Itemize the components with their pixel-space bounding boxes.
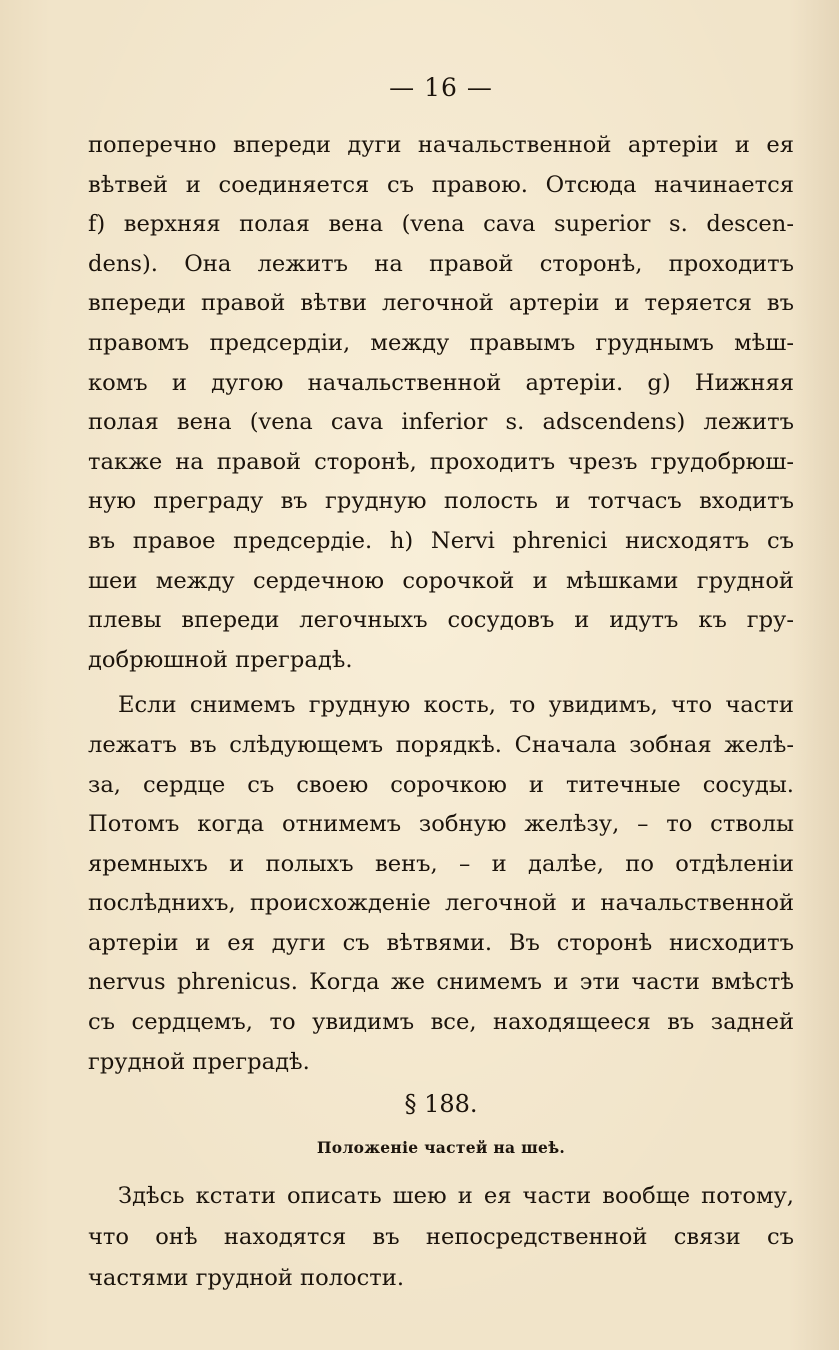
text-line: яремныхъ и полыхъ венъ, – и далѣе, по отдѣленіи (88, 850, 794, 877)
text-line: поперечно впереди дуги начальственной артеріи и ея (88, 132, 794, 158)
text-line: плевы впереди легочныхъ сосудовъ и идутъ къ гру- (88, 607, 794, 634)
text-line: nervus phrenicus. Когда же снимемъ и эти части вмѣстѣ (88, 969, 794, 996)
text-line: лежатъ въ слѣдующемъ порядкѣ. Сначала зобная желѣ- (88, 731, 794, 758)
paragraph-3 (88, 1176, 794, 1299)
page-number: — 16 — (389, 73, 493, 102)
text-line: Потомъ когда отнимемъ зобную желѣзу, – то стволы (88, 811, 794, 838)
book-page (88, 66, 794, 1299)
text-line: Если снимемъ грудную кость, то увидимъ, что части (118, 692, 794, 719)
section-title: Положеніе частей на шеѣ. (316, 1138, 566, 1158)
text-line: f) верхняя полая вена (vena cava superior s. descen- (88, 211, 794, 238)
paragraph-1 (88, 126, 794, 680)
text-line: шеи между сердечною сорочкой и мѣшками грудной (88, 567, 794, 594)
text-line: dens). Она лежитъ на правой сторонѣ, проходитъ (88, 250, 794, 277)
text-line: ную преграду въ грудную полость и тотчасъ входитъ (88, 488, 794, 515)
text-line: добрюшной преградѣ. (88, 646, 353, 673)
text-line: правомъ предсердіи, между правымъ груднымъ мѣш- (88, 329, 794, 356)
text-line: въ правое предсердіе. h) Nervi phrenici нисходятъ съ (88, 527, 794, 554)
text-line: частями грудной полости. (88, 1265, 405, 1292)
text-line: полая вена (vena cava inferior s. adscendens) лежитъ (88, 409, 794, 436)
text-line: послѣднихъ, происхожденіе легочной и начальственной (88, 890, 794, 917)
text-line: комъ и дугою начальственной артеріи. g) Нижняя (88, 369, 794, 396)
text-line: съ сердцемъ, то увидимъ все, находящееся въ задней (88, 1009, 794, 1036)
section-number: § 188. (404, 1090, 478, 1119)
text-line: за, сердце съ своею сорочкою и титечные сосуды. (88, 771, 794, 798)
text-line: Здѣсь кстати описать шею и ея части вообще потому, (118, 1183, 794, 1210)
text-line: вѣтвей и соединяется съ правою. Отсюда начинается (88, 171, 794, 198)
text-line: грудной преградѣ. (88, 1048, 310, 1075)
text-line: впереди правой вѣтви легочной артеріи и теряется въ (88, 290, 794, 317)
paragraph-2 (88, 686, 794, 1082)
text-line: также на правой сторонѣ, проходитъ чрезъ грудобрюш- (88, 448, 794, 475)
text-line: артеріи и ея дуги съ вѣтвями. Въ сторонѣ нисходитъ (88, 929, 794, 956)
text-line: что онѣ находятся въ непосредственной связи съ (88, 1224, 794, 1251)
